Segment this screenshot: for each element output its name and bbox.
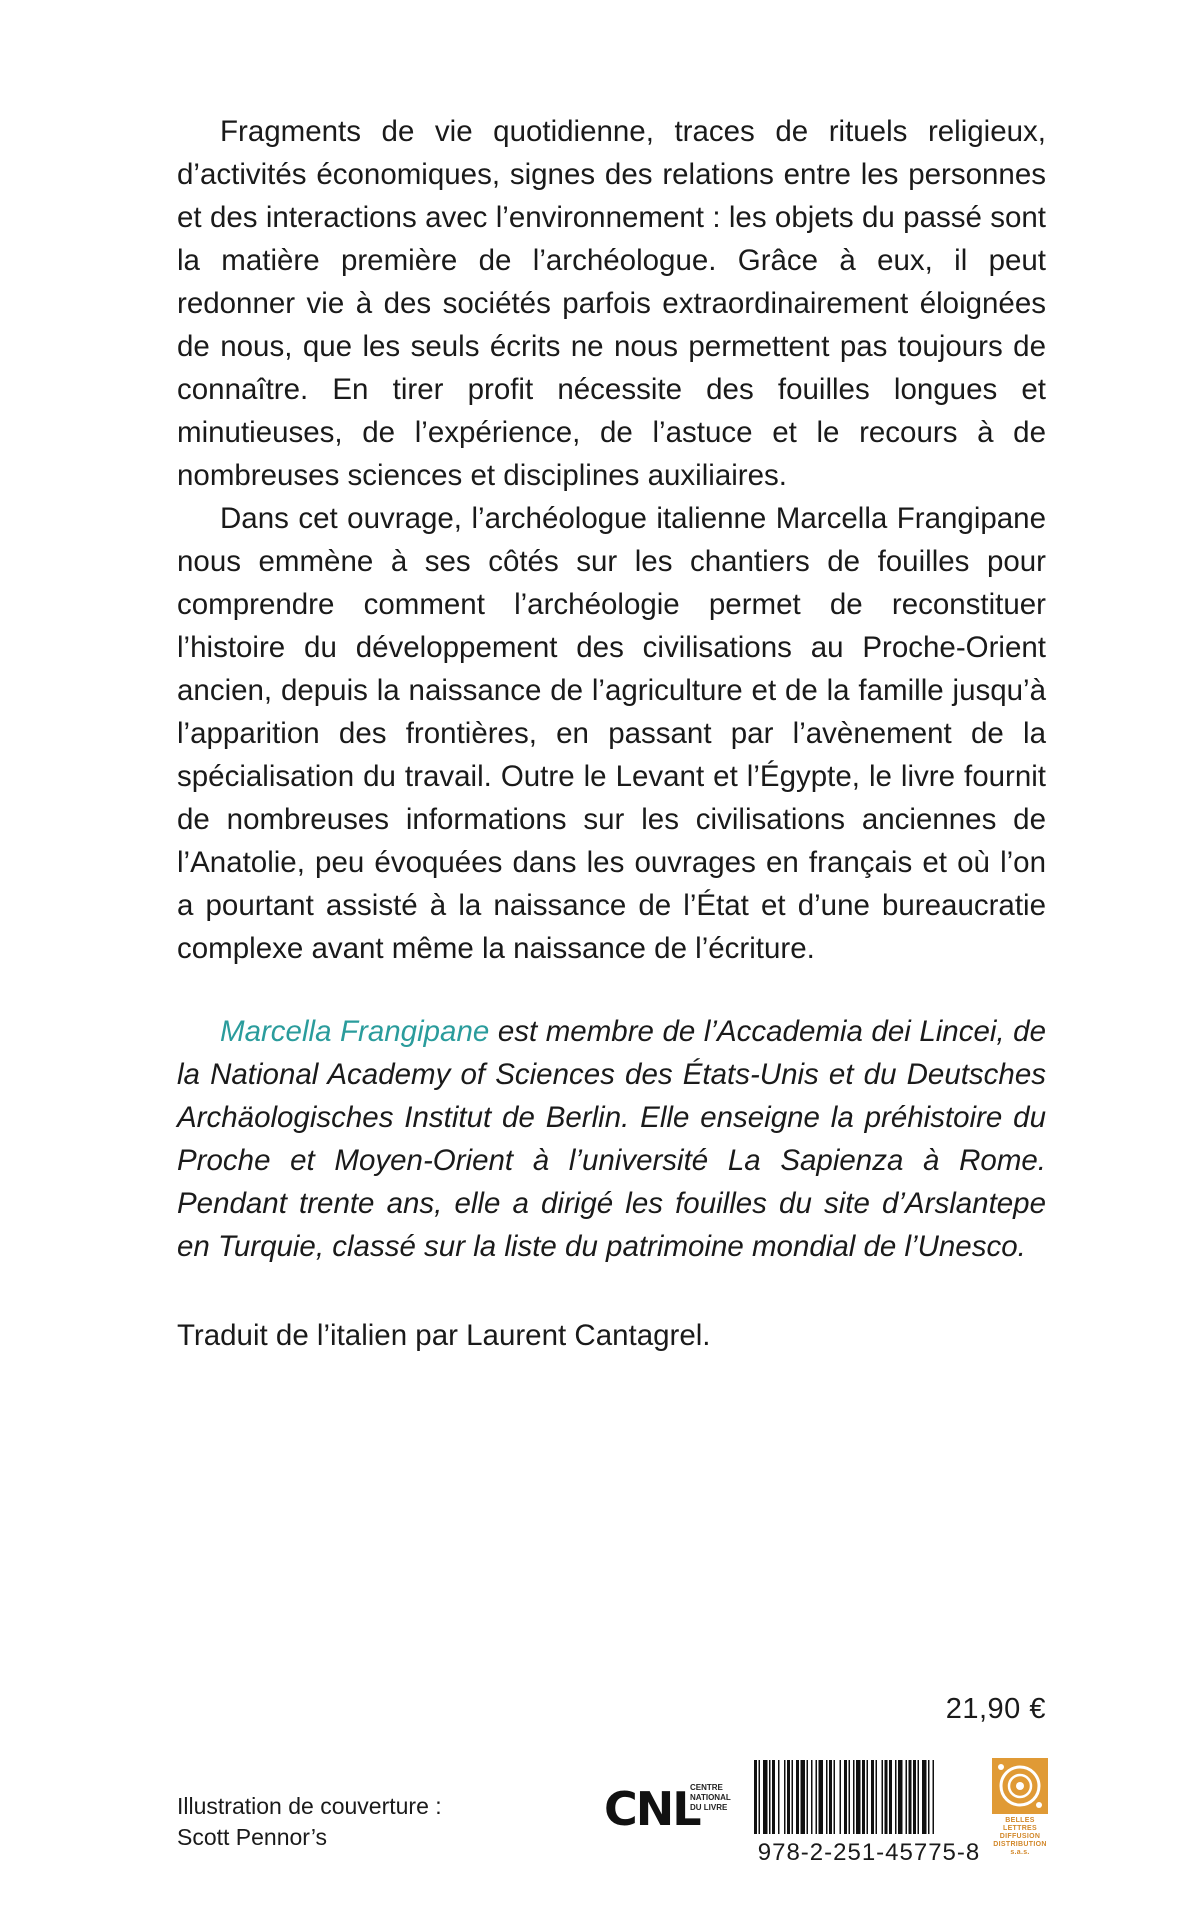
cnl-subtitle-line: DU LIVRE — [690, 1803, 728, 1812]
barcode-bar — [849, 1760, 851, 1834]
barcode-bar — [801, 1760, 806, 1834]
barcode-bar — [796, 1760, 799, 1834]
barcode-bar — [882, 1760, 884, 1834]
cnl-subtitle-line: NATIONAL — [690, 1793, 731, 1802]
barcode-bar — [819, 1760, 824, 1834]
cnl-subtitle-line: CENTRE — [690, 1783, 723, 1792]
distributor-line: DISTRIBUTION — [993, 1841, 1047, 1848]
author-bio-paragraph — [177, 1010, 1046, 1268]
distributor-line: s.a.s. — [1010, 1849, 1030, 1856]
barcode-bar — [811, 1760, 813, 1834]
barcode-bar — [807, 1760, 809, 1834]
barcode-bar — [885, 1760, 888, 1834]
cnl-logo-subtitle — [690, 1783, 740, 1813]
translator-credit — [177, 1314, 1046, 1357]
barcode-bar — [772, 1760, 775, 1834]
barcode-bar — [889, 1760, 892, 1834]
cnl-logo-letters: CNL — [604, 1782, 700, 1836]
barcode-bar — [769, 1760, 771, 1834]
author-bio-text: est membre de l’Accademia dei Lincei, de la National Academy of Sciences des États-Unis et du Deutsches Archäologisches Institut de Berlin. Elle enseigne la préhistoire du Proche et Moyen-Orient à l’université La Sapienza à Rome. Pendant trente ans, elle a dirigé les fouilles du site d’Arslantepe en Turquie, classé sur la liste du patrimoine mondial de l’Unesco. — [177, 1015, 1046, 1263]
barcode-bar — [876, 1760, 878, 1834]
illustration-credit-name: Scott Pennor’s — [177, 1824, 328, 1850]
barcode-bar — [784, 1760, 786, 1834]
illustration-credit — [177, 1791, 442, 1853]
barcode-bar — [928, 1760, 930, 1834]
distributor-line: DIFFUSION — [999, 1833, 1041, 1840]
illustration-credit-label: Illustration de couverture : — [177, 1793, 442, 1819]
barcode-bar — [922, 1760, 927, 1834]
barcode-bar — [829, 1760, 832, 1834]
summary-section — [177, 110, 1046, 970]
barcode-bar — [844, 1760, 847, 1834]
barcode-bar — [787, 1760, 790, 1834]
author-bio — [177, 1010, 1046, 1268]
barcode-bar — [906, 1760, 908, 1834]
distributor-logo — [992, 1758, 1048, 1858]
barcode-bar — [933, 1760, 935, 1834]
barcode-bar — [862, 1760, 865, 1834]
barcode-bar — [918, 1760, 920, 1834]
barcode-bar — [895, 1760, 897, 1834]
distributor-emblem-icon — [992, 1758, 1048, 1814]
barcode-bar — [826, 1760, 828, 1834]
barcode-bar — [856, 1760, 861, 1834]
distributor-line: BELLES LETTRES — [1003, 1817, 1037, 1832]
barcode-icon — [752, 1760, 986, 1834]
barcode-bar — [778, 1760, 780, 1834]
price-label: 21,90 € — [945, 1693, 1046, 1725]
summary-paragraph-1: Fragments de vie quotidienne, traces de rituels religieux, d’activités économiques, signes des relations entre les personnes et des interactions avec l’environnement : les objets du passé sont la matière première de l’archéologue. Grâce à eux, il peut redonner vie à des sociétés parfois extraordinairement éloignées de nous, que les seuls écrits ne nous permettent pas toujours de connaître. En tirer profit nécessite des fouilles longues et minutieuses, de l’expérience, de l’astuce et le recours à de nombreuses sciences et disciplines auxiliaires. — [177, 115, 1046, 492]
barcode-bar — [792, 1760, 794, 1834]
barcode-bar — [853, 1760, 855, 1834]
barcode-bar — [898, 1760, 903, 1834]
author-name: Marcella Frangipane — [220, 1015, 490, 1048]
isbn-number: 978-2-251-45775-8 — [757, 1839, 981, 1866]
barcode-bar — [909, 1760, 912, 1834]
barcode-bar — [759, 1760, 761, 1834]
barcode-bar — [816, 1760, 818, 1834]
barcode-bar — [763, 1760, 768, 1834]
barcode-bar — [834, 1760, 836, 1834]
barcode-bar — [871, 1760, 874, 1834]
distributor-name — [992, 1817, 1048, 1857]
barcode-bar — [840, 1760, 842, 1834]
cnl-logo — [604, 1775, 732, 1847]
barcode-bar — [867, 1760, 869, 1834]
barcode-bar — [913, 1760, 916, 1834]
translator-text: Traduit de l’italien par Laurent Cantagrel. — [177, 1319, 711, 1352]
barcode-bar — [754, 1760, 757, 1834]
summary-paragraph-2: Dans cet ouvrage, l’archéologue italienne Marcella Frangipane nous emmène à ses côtés sur les chantiers de fouilles pour comprendre comment l’archéologie permet de reconstituer l’histoire du développement des civilisations au Proche-Orient ancien, depuis la naissance de l’agriculture et de la famille jusqu’à l’apparition des frontières, en passant par l’avènement de la spécialisation du travail. Outre le Levant et l’Égypte, le livre fournit de nombreuses informations sur les civilisations anciennes de l’Anatolie, peu évoquées dans les ouvrages en français et où l’on a pourtant assisté à la naissance de l’État et d’une bureaucratie complexe avant même la naissance de l’écriture. — [177, 502, 1046, 965]
